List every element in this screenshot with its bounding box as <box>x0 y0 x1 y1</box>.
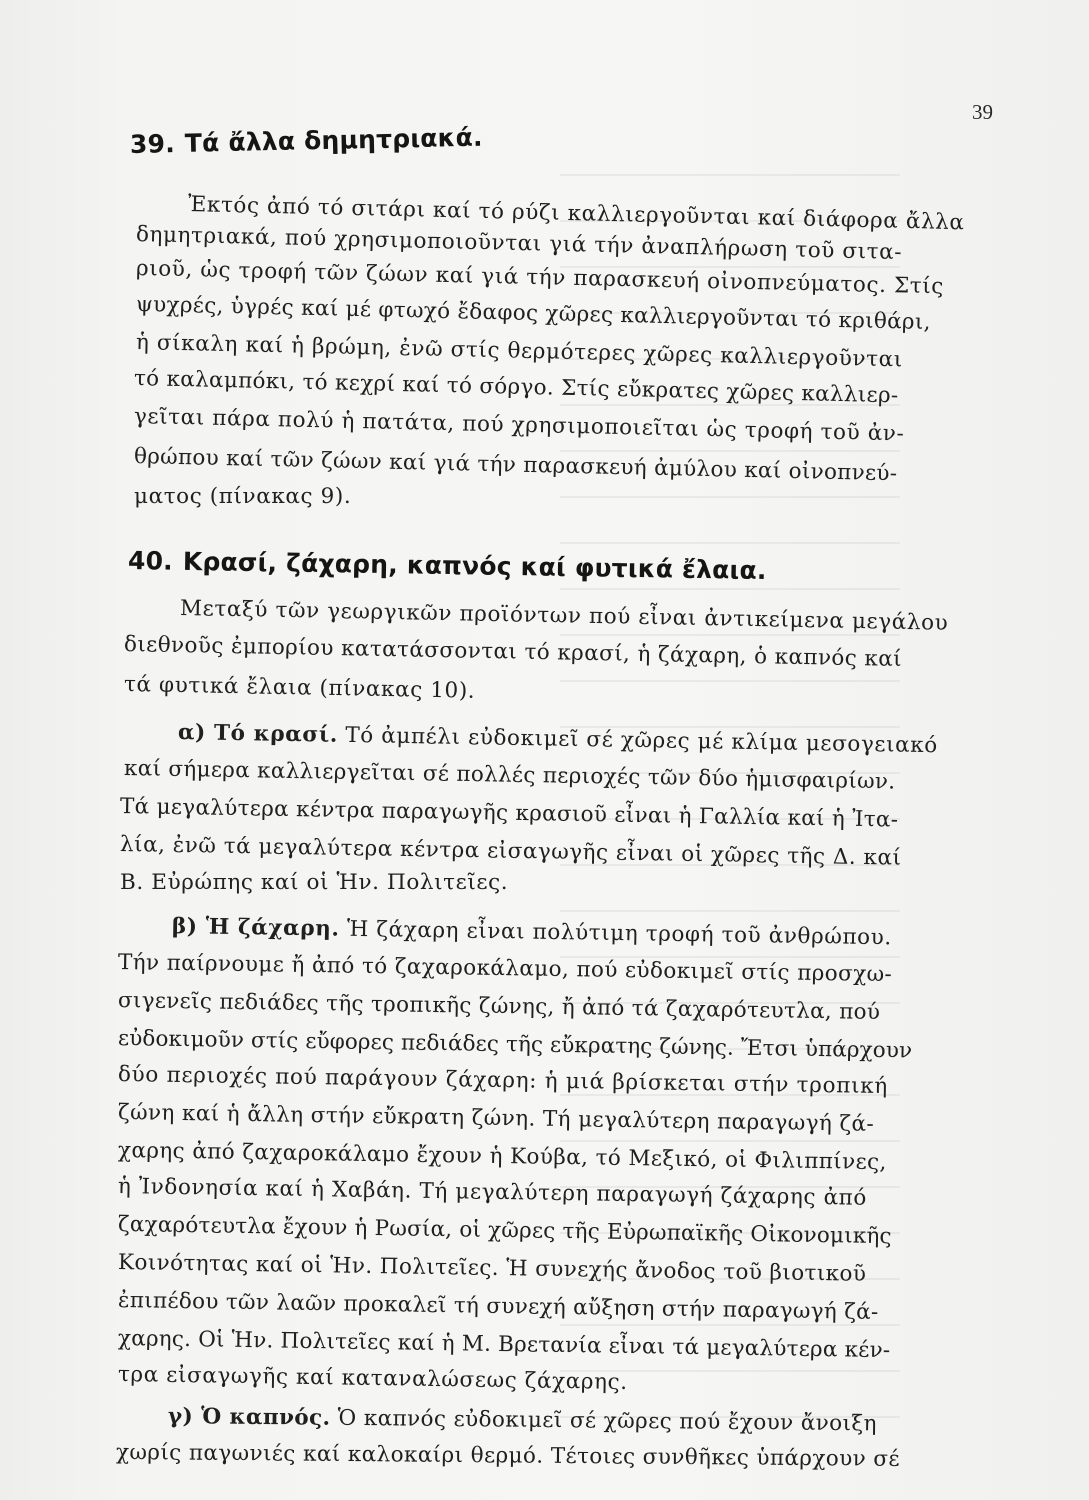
sugar-line: χαρης. Οἱ Ἡν. Πολιτεῖες καί ἡ Μ. Βρετανία εἶναι τά μεγαλύτερα κέν- <box>117 1326 891 1364</box>
section-39-line: Ἐκτός ἀπό τό σιτάρι καί τό ρύζι καλλιεργοῦνται καί διάφορα ἄλλα <box>187 192 965 236</box>
sugar-line: ζώνη καί ἡ ἄλλη στήν εὔκρατη ζώνη. Τή μεγαλύτερη παραγωγή ζά- <box>117 1100 875 1137</box>
sugar-line: εὐδοκιμοῦν στίς εὔφορες πεδιάδες τῆς εὔκρατης ζώνης. Ἔτσι ὑπάρχουν <box>117 1026 913 1064</box>
section-40-number: 40. <box>127 546 174 576</box>
section-39-heading <box>130 123 483 159</box>
wine-line: καί σήμερα καλλιεργεῖται σέ πολλές περιοχές τῶν δύο ἡμισφαιρίων. <box>123 756 896 795</box>
wine-line: Β. Εὐρώπης καί οἱ Ἡν. Πολιτεῖες. <box>120 870 509 895</box>
section-39-line: ψυχρές, ὑγρές καί μέ φτωχό ἔδαφος χῶρες καλλιεργοῦνται τό κριθάρι, <box>135 292 932 336</box>
sugar-line: τρα εἰσαγωγῆς καί καταναλώσεως ζάχαρης. <box>117 1362 628 1396</box>
section-39-line: τό καλαμπόκι, τό κεχρί καί τό σόργο. Στίς εὔκρατες χῶρες καλλιερ- <box>133 366 899 409</box>
tobacco-paragraph-first-line <box>168 1404 877 1436</box>
section-39-title: Τά ἄλλα δημητριακά. <box>184 122 483 158</box>
section-39-line: ἡ σίκαλη καί ἡ βρώμη, ἐνῶ στίς θερμότερες χῶρες καλλιεργοῦνται <box>135 330 904 373</box>
sugar-line: ζαχαρότευτλα ἔχουν ἡ Ρωσία, οἱ χῶρες τῆς Εὐρωπαϊκῆς Οἰκονομικῆς <box>117 1212 892 1250</box>
sugar-first-line-text: Ἡ ζάχαρη εἶναι πολύτιμη τροφή τοῦ ἀνθρώπου. <box>339 916 892 951</box>
tobacco-line: χωρίς παγωνιές καί καλοκαίρι θερμό. Τέτοιες συνθῆκες ὑπάρχουν σέ <box>115 1440 901 1472</box>
wine-line: Τά μεγαλύτερα κέντρα παραγωγῆς κρασιοῦ εἶναι ἡ Γαλλία καί ἡ Ἰτα- <box>119 794 899 833</box>
section-39-line: ριοῦ, ὡς τροφή τῶν ζώων καί γιά τήν παρασκευή οἰνοπνεύματος. Στίς <box>135 256 945 300</box>
section-40-intro-line: τά φυτικά ἔλαια (πίνακας 10). <box>123 672 476 704</box>
sugar-line: δύο περιοχές πού παράγουν ζάχαρη: ἡ μιά βρίσκεται στήν τροπική <box>117 1062 889 1100</box>
section-39-line: δημητριακά, πού χρησιμοποιοῦνται γιά τήν ἀναπλήρωση τοῦ σιτα- <box>135 222 903 266</box>
page-number: 39 <box>972 100 993 124</box>
wine-line: λία, ἐνῶ τά μεγαλύτερα κέντρα εἰσαγωγῆς εἶναι οἱ χῶρες τῆς Δ. καί <box>119 832 902 871</box>
section-39-line: γεῖται πάρα πολύ ἡ πατάτα, πού χρησιμοποιεῖται ὡς τροφή τοῦ ἀν- <box>133 404 905 447</box>
sugar-line: χαρης ἀπό ζαχαροκάλαμο ἔχουν ἡ Κούβα, τό Μεξικό, οἱ Φιλιππίνες, <box>117 1138 887 1176</box>
section-40-heading <box>128 546 767 585</box>
wine-paragraph-first-line <box>178 720 938 758</box>
section-39-line: ματος (πίνακας 9). <box>134 484 352 509</box>
tobacco-first-line-text: Ὁ καπνός εὐδοκιμεῖ σέ χῶρες πού ἔχουν ἄνοιξη <box>330 1405 878 1437</box>
wine-first-line-text: Τό ἀμπέλι εὐδοκιμεῖ σέ χῶρες μέ κλίμα μεσογειακό <box>337 722 939 759</box>
section-39-number: 39. <box>129 129 176 159</box>
sugar-paragraph-first-line <box>172 914 892 950</box>
sugar-line: σιγενεῖς πεδιάδες τῆς τροπικῆς ζώνης, ἤ ἀπό τά ζαχαρότευτλα, πού <box>117 988 881 1025</box>
section-39-line: θρώπου καί τῶν ζώων καί γιά τήν παρασκευή ἀμύλου καί οἰνοπνεύ- <box>133 444 898 487</box>
section-40-intro-line: διεθνοῦς ἐμπορίου κατατάσσονται τό κρασί, ἡ ζάχαρη, ὁ καπνός καί <box>123 632 903 672</box>
sugar-line: Τήν παίρνουμε ἤ ἀπό τό ζαχαροκάλαμο, πού εὐδοκιμεῖ στίς προσχω- <box>117 950 893 988</box>
section-40-title: Κρασί, ζάχαρη, καπνός καί φυτικά ἔλαια. <box>182 546 767 586</box>
section-40-intro-line: Μεταξύ τῶν γεωργικῶν προϊόντων πού εἶναι ἀντικείμενα μεγάλου <box>179 596 949 636</box>
sugar-line: ἐπιπέδου τῶν λαῶν προκαλεῖ τή συνεχή αὔξηση στήν παραγωγή ζά- <box>117 1288 879 1325</box>
tobacco-subheading: γ) Ὁ καπνός. <box>167 1404 331 1431</box>
wine-subheading: α) Τό κρασί. <box>177 720 339 748</box>
sugar-subheading: β) Ἡ ζάχαρη. <box>171 914 340 942</box>
sugar-line: ἡ Ἰνδονησία καί ἡ Χαβάη. Τή μεγαλύτερη παραγωγή ζάχαρης ἀπό <box>117 1174 868 1211</box>
sugar-line: Κοινότητας καί οἱ Ἡν. Πολιτεῖες. Ἡ συνεχής ἄνοδος τοῦ βιοτικοῦ <box>117 1250 867 1287</box>
